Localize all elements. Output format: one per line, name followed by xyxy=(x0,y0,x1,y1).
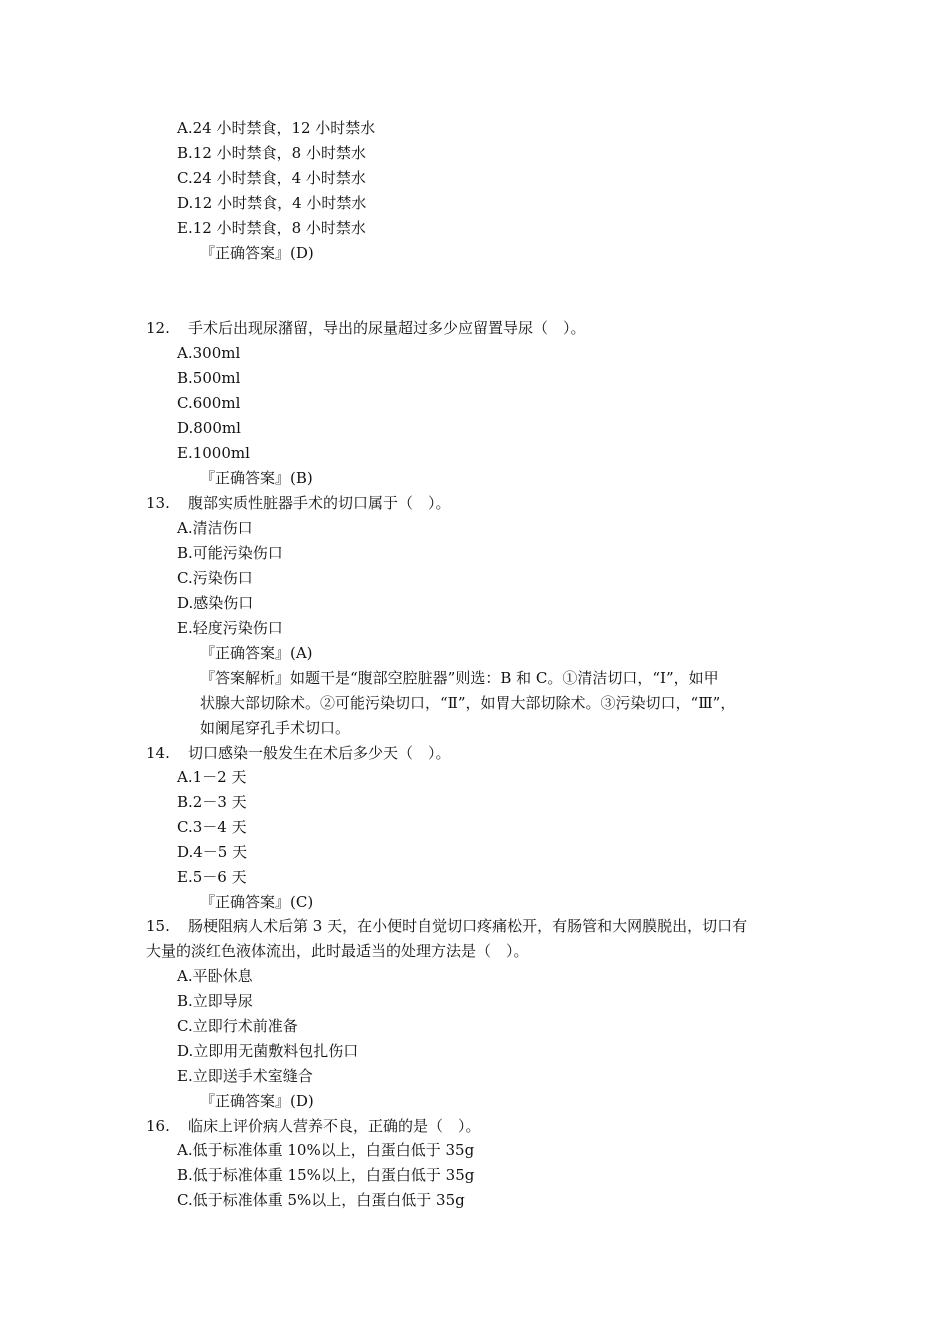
q15-answer: 『正确答案』(D) xyxy=(200,1092,314,1110)
q13-option-a: A.清洁伤口 xyxy=(177,519,253,537)
q15-text-continued: 大量的淡红色液体流出，此时最适当的处理方法是（ ）。 xyxy=(146,942,529,960)
q13-explanation-line-2: 状腺大部切除术。②可能污染切口，“Ⅱ”，如胃大部切除术。③污染切口，“Ⅲ”， xyxy=(200,694,736,712)
q15-number: 15. xyxy=(146,917,170,935)
q11-option-b: B.12 小时禁食，8 小时禁水 xyxy=(177,144,366,162)
q14-text: 切口感染一般发生在术后多少天（ ）。 xyxy=(188,744,451,762)
q13-option-c: C.污染伤口 xyxy=(177,569,253,587)
q12-number: 12. xyxy=(146,319,170,337)
q13-option-e: E.轻度污染伤口 xyxy=(177,619,283,637)
q12-text: 手术后出现尿潴留，导出的尿量超过多少应留置导尿（ ）。 xyxy=(188,319,586,337)
q12-answer: 『正确答案』(B) xyxy=(200,469,313,487)
q14-option-d: D.4－5 天 xyxy=(177,843,248,861)
q14-option-e: E.5－6 天 xyxy=(177,868,247,886)
q11-option-d: D.12 小时禁食，4 小时禁水 xyxy=(177,194,367,212)
q11-option-c: C.24 小时禁食，4 小时禁水 xyxy=(177,169,366,187)
q13-text: 腹部实质性脏器手术的切口属于（ ）。 xyxy=(188,494,451,512)
q16-number: 16. xyxy=(146,1117,170,1135)
q13-number: 13. xyxy=(146,494,170,512)
q16-option-b: B.低于标准体重 15%以上，白蛋白低于 35g xyxy=(177,1166,475,1184)
q12-option-d: D.800ml xyxy=(177,419,241,437)
q11-answer: 『正确答案』(D) xyxy=(200,244,314,262)
q16-option-c: C.低于标准体重 5%以上，白蛋白低于 35g xyxy=(177,1191,465,1209)
q15-option-d: D.立即用无菌敷料包扎伤口 xyxy=(177,1042,359,1060)
q15-option-a: A.平卧休息 xyxy=(177,967,253,985)
q15-option-e: E.立即送手术室缝合 xyxy=(177,1067,313,1085)
q11-option-e: E.12 小时禁食，8 小时禁水 xyxy=(177,219,366,237)
q16-text: 临床上评价病人营养不良，正确的是（ ）。 xyxy=(188,1117,481,1135)
q14-number: 14. xyxy=(146,744,170,762)
q14-answer: 『正确答案』(C) xyxy=(200,893,314,911)
q11-option-a: A.24 小时禁食，12 小时禁水 xyxy=(177,119,376,137)
q16-option-a: A.低于标准体重 10%以上，白蛋白低于 35g xyxy=(177,1141,475,1159)
q13-explanation-line-3: 如阑尾穿孔手术切口。 xyxy=(200,719,351,737)
q12-option-e: E.1000ml xyxy=(177,444,250,462)
q12-option-b: B.500ml xyxy=(177,369,241,387)
q13-explanation-line-1: 『答案解析』如题干是“腹部空腔脏器”则选：B 和 C。①清洁切口，“Ⅰ”，如甲 xyxy=(200,669,719,687)
q15-option-b: B.立即导尿 xyxy=(177,992,253,1010)
q12-option-a: A.300ml xyxy=(177,344,241,362)
q12-option-c: C.600ml xyxy=(177,394,241,412)
q13-option-d: D.感染伤口 xyxy=(177,594,254,612)
q15-text: 肠梗阻病人术后第 3 天，在小便时自觉切口疼痛松开，有肠管和大网膜脱出，切口有 xyxy=(188,917,748,935)
q14-option-b: B.2－3 天 xyxy=(177,793,247,811)
q13-option-b: B.可能污染伤口 xyxy=(177,544,283,562)
q14-option-c: C.3－4 天 xyxy=(177,818,247,836)
q14-option-a: A.1－2 天 xyxy=(177,768,247,786)
q15-option-c: C.立即行术前准备 xyxy=(177,1017,298,1035)
q13-answer: 『正确答案』(A) xyxy=(200,644,313,662)
